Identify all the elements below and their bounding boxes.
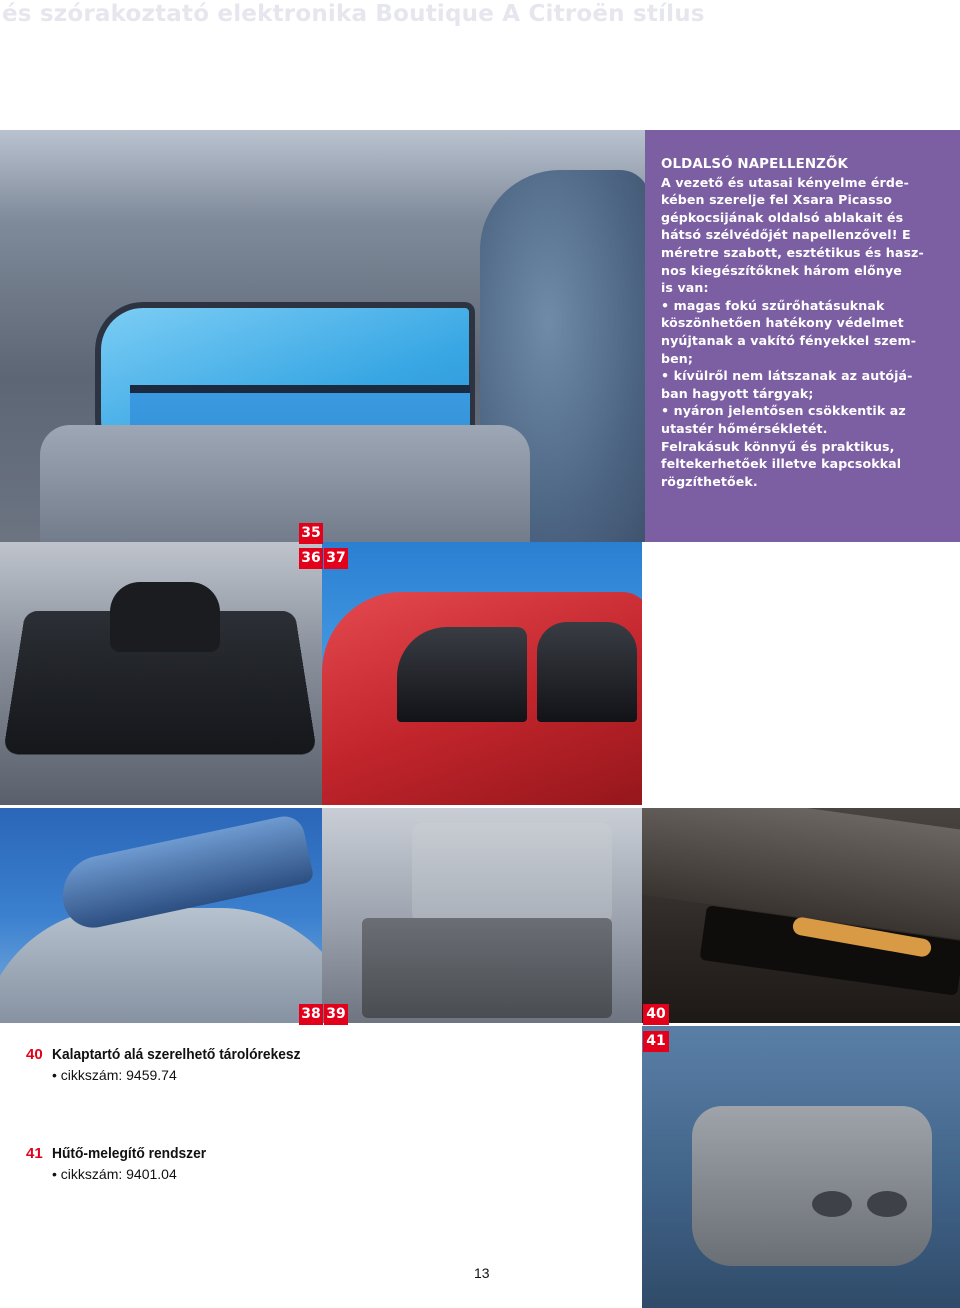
photo-roof-box (0, 808, 322, 1023)
catalog-header (0, 0, 960, 40)
panel-intro: A vezető és utasai kényelme érde- kében szerelje fel Xsara Picasso gépkocsijának oldalsó ablakait és hátsó szélvédőjét napellenzővel! E méretre szabott, esztétikus és hasz- nos kiegészítőknek három előnye is van: (661, 174, 924, 296)
panel-bullet-2: • kívülről nem látszanak az autójá- ban hagyott tárgyak; (661, 368, 913, 401)
badge-37: 37 (324, 548, 348, 569)
caption-title: Kalaptartó alá szerelhető tárolórekesz (52, 1046, 301, 1063)
photo-trunk-mat (0, 542, 322, 805)
badge-39: 39 (324, 1004, 348, 1025)
panel-title: OLDALSÓ NAPELLENZŐK (661, 157, 848, 172)
caption-number: 40 (26, 1046, 43, 1063)
page-number: 13 (474, 1265, 490, 1281)
photo-cooler-warmer (642, 1026, 960, 1308)
photo-wind-deflectors (322, 542, 642, 805)
caption-part-number: • cikkszám: 9459.74 (52, 1067, 177, 1083)
caption-title: Hűtő-melegítő rendszer (52, 1145, 207, 1162)
badge-36: 36 (299, 548, 323, 569)
badge-41: 41 (643, 1031, 669, 1052)
caption-number: 41 (26, 1145, 43, 1162)
badge-40: 40 (643, 1004, 669, 1025)
panel-outro: Felrakásuk könnyű és praktikus, feltekerhetőek illetve kapcsokkal rögzíthetőek. (661, 438, 902, 489)
header-title: és szórakoztató elektronika Boutique A Citroën stílus (2, 1, 705, 27)
panel-bullet-1: • magas fokú szűrőhatásuknak köszönhetően hatékony védelmet nyújtanak a vakító fényekkel szem- ben; (661, 297, 917, 366)
photo-open-trunk (322, 808, 642, 1023)
badge-35: 35 (299, 523, 323, 544)
badge-38: 38 (299, 1004, 323, 1025)
panel-bullet-3: • nyáron jelentősen csökkentik az utastér hőmérsékletét. (661, 403, 906, 436)
sunshade-description-panel (645, 130, 960, 542)
photo-parcel-shelf-storage (642, 808, 960, 1023)
caption-part-number: • cikkszám: 9401.04 (52, 1166, 177, 1182)
photo-side-sunshade (0, 130, 645, 542)
